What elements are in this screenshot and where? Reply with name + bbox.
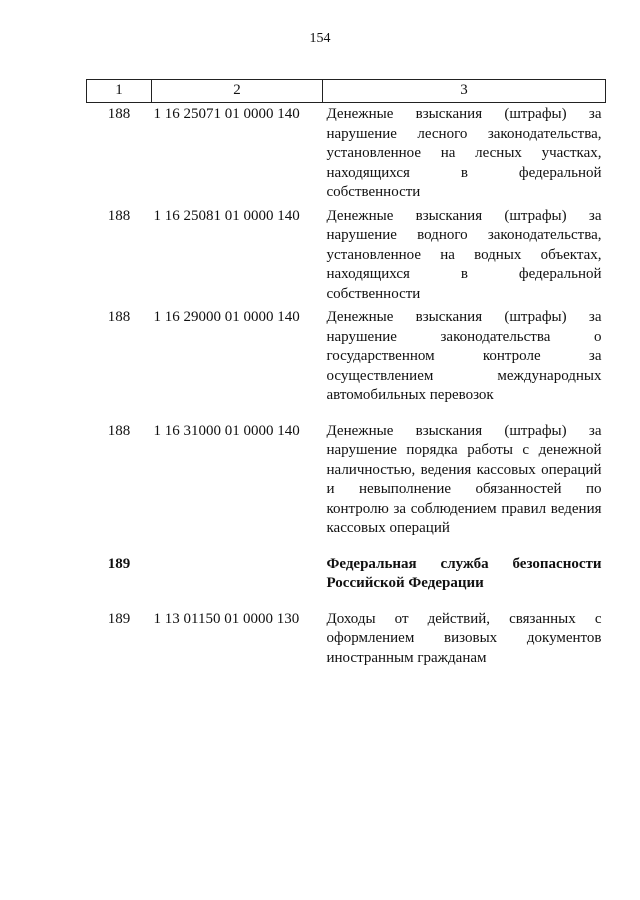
table-row [87, 594, 606, 669]
kbk-code-cell: 1 13 01150 01 0000 130 [153, 610, 300, 627]
admin-code-cell: 188 [107, 207, 131, 224]
revenue-name-cell: Денежные взыскания (штрафы) за нарушение лесного законодательства, установленное на лесных участках, находящихся в федеральной собственности [326, 106, 602, 200]
admin-code-cell: 189 [107, 555, 131, 572]
column-header-1: 1 [87, 80, 152, 103]
admin-code-cell: 189 [107, 610, 131, 627]
kbk-code-cell: 1 16 25071 01 0000 140 [153, 106, 300, 122]
agency-name-cell: Федеральная служба безопасности Российской Федерации [326, 555, 602, 591]
kbk-code-cell: 1 16 31000 01 0000 140 [153, 422, 300, 439]
table-row [87, 103, 606, 203]
revenue-name-cell: Доходы от действий, связанных с оформлением визовых документов иностранным гражданам [326, 610, 602, 666]
table-row [87, 304, 606, 406]
kbk-code-cell: 1 16 25081 01 0000 140 [153, 207, 300, 224]
table-row [87, 406, 606, 539]
table-row [87, 203, 606, 305]
page-number: 154 [309, 31, 331, 46]
agency-heading-row [87, 539, 606, 594]
table-header-row [87, 80, 606, 103]
revenue-codes-table [86, 79, 606, 668]
column-header-2: 2 [152, 80, 323, 103]
kbk-code-cell [152, 539, 323, 594]
admin-code-cell: 188 [107, 422, 131, 439]
admin-code-cell: 188 [107, 309, 131, 325]
revenue-name-cell: Денежные взыскания (штрафы) за нарушение законодательства о государственном контроле за осуществлением международных автомобильных перевозок [326, 309, 602, 403]
revenue-name-cell: Денежные взыскания (штрафы) за нарушение водного законодательства, установленное на водных объектах, находящихся в федеральной собственности [326, 207, 602, 302]
column-header-3: 3 [323, 80, 606, 103]
kbk-code-cell: 1 16 29000 01 0000 140 [153, 309, 300, 325]
revenue-name-cell: Денежные взыскания (штрафы) за нарушение порядка работы с денежной наличностью, ведения кассовых операций и невыполнение обязанностей по контролю за соблюдением правил ведения кассовых операций [326, 422, 602, 536]
admin-code-cell: 188 [107, 106, 131, 122]
